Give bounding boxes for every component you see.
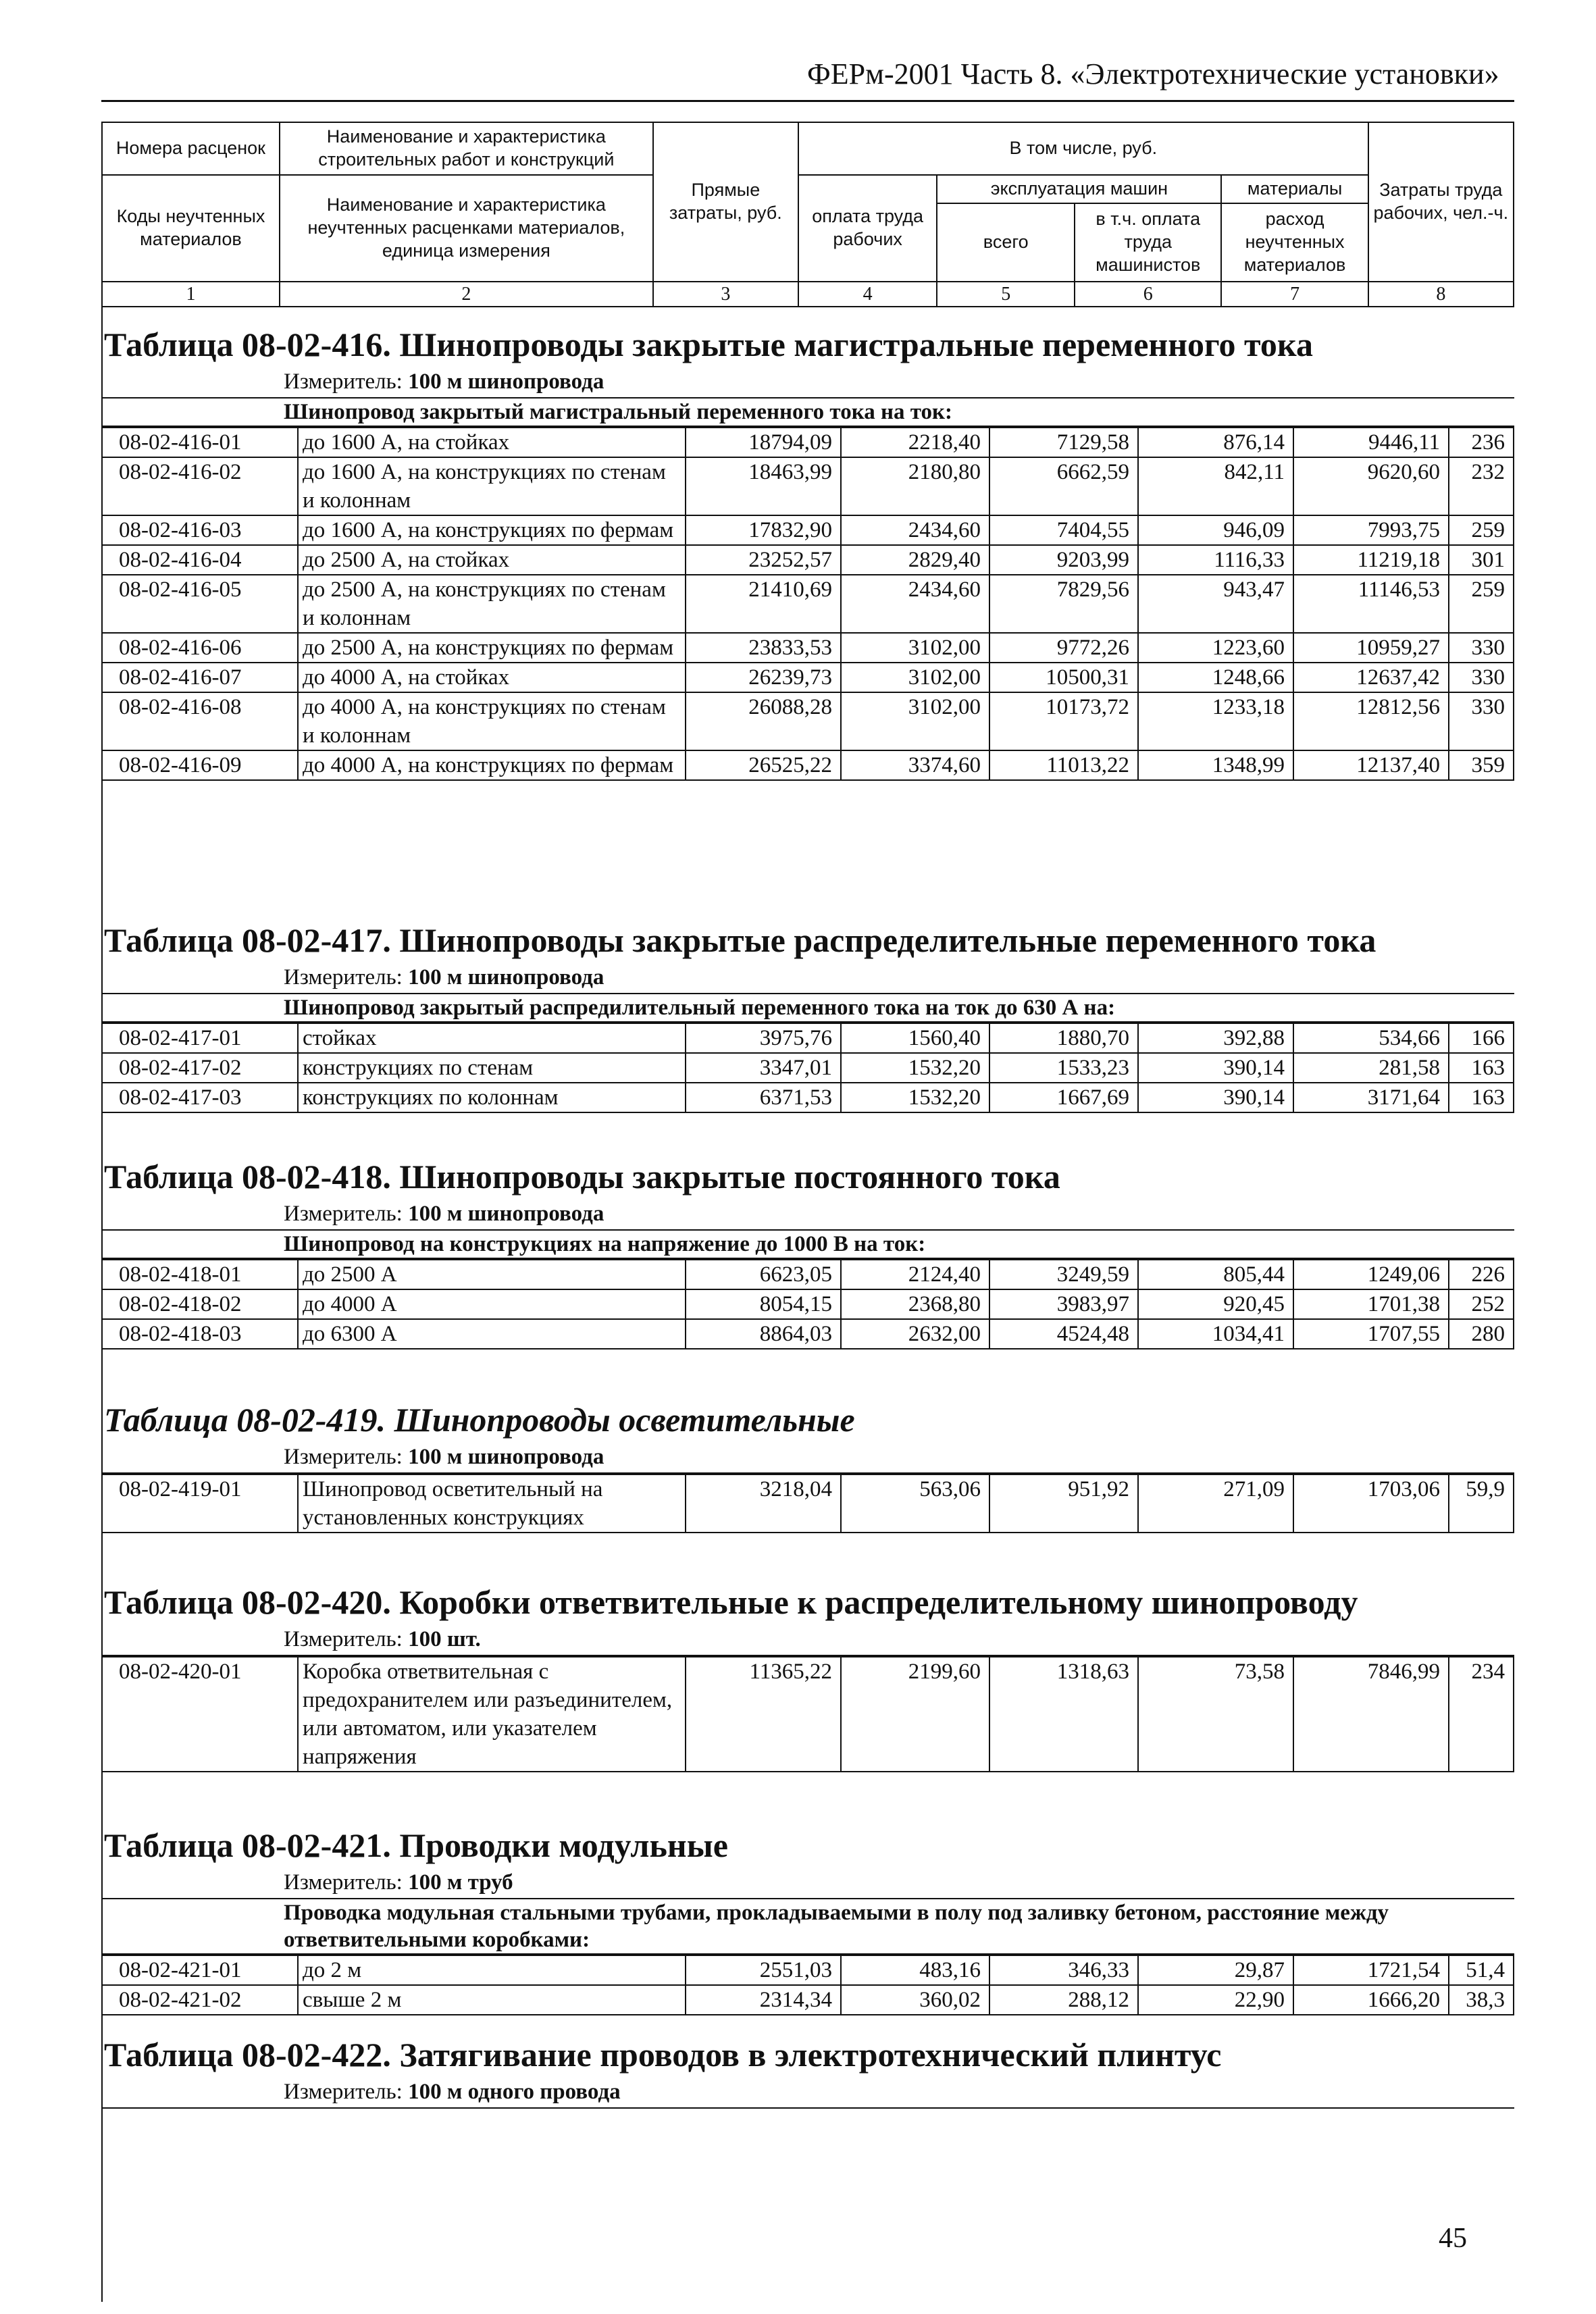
direct-costs-cell: 11365,22 — [686, 1657, 841, 1772]
machines-total-cell: 7829,56 — [989, 575, 1138, 633]
operators-pay-cell: 73,58 — [1138, 1657, 1293, 1772]
rate-code-cell: 08-02-416-04 — [102, 545, 298, 575]
hdr-col7: расход неучтенных материалов — [1221, 203, 1368, 282]
rate-code-cell: 08-02-421-01 — [102, 1955, 298, 1985]
unit-label: Измеритель: — [284, 1870, 403, 1895]
work-name-cell: конструкциях по колоннам — [298, 1083, 686, 1112]
labor-hours-cell: 232 — [1449, 457, 1514, 515]
operators-pay-cell: 1116,33 — [1138, 545, 1293, 575]
table-row — [102, 663, 1514, 692]
table-title: Таблица 08-02-417. Шинопроводы закрытые распределительные переменного тока — [104, 921, 1376, 959]
labor-pay-cell: 483,16 — [841, 1955, 989, 1985]
machines-total-cell: 10500,31 — [989, 663, 1138, 692]
labor-pay-cell: 3374,60 — [841, 750, 989, 780]
labor-hours-cell: 59,9 — [1449, 1474, 1514, 1533]
table-row — [102, 750, 1514, 780]
hdr-num-5: 5 — [937, 282, 1075, 307]
work-name-cell: до 2500 А, на стойках — [298, 545, 686, 575]
operators-pay-cell: 390,14 — [1138, 1053, 1293, 1083]
machines-total-cell: 951,92 — [989, 1474, 1138, 1533]
direct-costs-cell: 2551,03 — [686, 1955, 841, 1985]
machines-total-cell: 1667,69 — [989, 1083, 1138, 1112]
hdr-num-1: 1 — [102, 282, 280, 307]
rate-code-cell: 08-02-416-03 — [102, 515, 298, 545]
unit-value: 100 м шинопровода — [408, 369, 604, 394]
direct-costs-cell: 3975,76 — [686, 1023, 841, 1053]
machines-total-cell: 1533,23 — [989, 1053, 1138, 1083]
machines-total-cell: 4524,48 — [989, 1319, 1138, 1349]
rate-code-cell: 08-02-417-03 — [102, 1083, 298, 1112]
rates-table — [101, 1955, 1514, 2015]
operators-pay-cell: 1233,18 — [1138, 692, 1293, 750]
unit-value: 100 м труб — [408, 1870, 513, 1895]
hdr-col4: оплата труда рабочих — [798, 175, 937, 282]
table-section — [101, 1155, 1514, 1349]
materials-cost-cell: 11219,18 — [1293, 545, 1449, 575]
machines-total-cell: 3249,59 — [989, 1260, 1138, 1289]
labor-hours-cell: 359 — [1449, 750, 1514, 780]
hdr-num-8: 8 — [1368, 282, 1514, 307]
operators-pay-cell: 392,88 — [1138, 1023, 1293, 1053]
table-row — [102, 1319, 1514, 1349]
labor-pay-cell: 1560,40 — [841, 1023, 989, 1053]
labor-pay-cell: 2434,60 — [841, 515, 989, 545]
unit-value: 100 м шинопровода — [408, 1445, 604, 1469]
direct-costs-cell: 8054,15 — [686, 1289, 841, 1319]
rate-code-cell: 08-02-416-05 — [102, 575, 298, 633]
labor-hours-cell: 330 — [1449, 663, 1514, 692]
labor-hours-cell: 38,3 — [1449, 1985, 1514, 2015]
materials-cost-cell: 1721,54 — [1293, 1955, 1449, 1985]
machines-total-cell: 7404,55 — [989, 515, 1138, 545]
machines-total-cell: 6662,59 — [989, 457, 1138, 515]
work-name-cell: до 1600 А, на конструкциях по стенам и колоннам — [298, 457, 686, 515]
operators-pay-cell: 805,44 — [1138, 1260, 1293, 1289]
table-title: Таблица 08-02-416. Шинопроводы закрытые магистральные переменного тока — [104, 326, 1313, 363]
work-name-cell: до 2500 А — [298, 1260, 686, 1289]
rate-code-cell: 08-02-417-01 — [102, 1023, 298, 1053]
work-name-cell: до 4000 А, на конструкциях по фермам — [298, 750, 686, 780]
labor-hours-cell: 252 — [1449, 1289, 1514, 1319]
header-rule — [101, 100, 1514, 102]
materials-cost-cell: 7846,99 — [1293, 1657, 1449, 1772]
table-row — [102, 1053, 1514, 1083]
table-row — [102, 1260, 1514, 1289]
labor-hours-cell: 259 — [1449, 515, 1514, 545]
labor-hours-cell: 301 — [1449, 545, 1514, 575]
labor-pay-cell: 2199,60 — [841, 1657, 989, 1772]
unit-value: 100 м одного провода — [408, 2080, 621, 2104]
hdr-machines: эксплуатация машин — [937, 175, 1221, 203]
materials-cost-cell: 1249,06 — [1293, 1260, 1449, 1289]
materials-cost-cell: 1703,06 — [1293, 1474, 1449, 1533]
rate-code-cell: 08-02-418-02 — [102, 1289, 298, 1319]
table-row — [102, 1023, 1514, 1053]
rate-code-cell: 08-02-416-08 — [102, 692, 298, 750]
unit-line — [101, 366, 1514, 398]
materials-cost-cell: 9446,11 — [1293, 428, 1449, 457]
hdr-col8: Затраты труда рабочих, чел.-ч. — [1368, 122, 1514, 282]
table-row — [102, 1083, 1514, 1112]
labor-pay-cell: 2218,40 — [841, 428, 989, 457]
unit-label: Измеритель: — [284, 2080, 403, 2104]
direct-costs-cell: 6623,05 — [686, 1260, 841, 1289]
labor-hours-cell: 166 — [1449, 1023, 1514, 1053]
machines-total-cell: 1318,63 — [989, 1657, 1138, 1772]
operators-pay-cell: 876,14 — [1138, 428, 1293, 457]
work-name-cell: конструкциях по стенам — [298, 1053, 686, 1083]
hdr-group: В том числе, руб. — [798, 122, 1368, 175]
machines-total-cell: 9772,26 — [989, 633, 1138, 663]
operators-pay-cell: 271,09 — [1138, 1474, 1293, 1533]
machines-total-cell: 1880,70 — [989, 1023, 1138, 1053]
direct-costs-cell: 17832,90 — [686, 515, 841, 545]
unit-line — [101, 1624, 1514, 1656]
hdr-num-2: 2 — [280, 282, 653, 307]
table-row — [102, 1955, 1514, 1985]
machines-total-cell: 10173,72 — [989, 692, 1138, 750]
table-section — [101, 1398, 1514, 1533]
direct-costs-cell: 3218,04 — [686, 1474, 841, 1533]
labor-hours-cell: 280 — [1449, 1319, 1514, 1349]
labor-hours-cell: 234 — [1449, 1657, 1514, 1772]
labor-pay-cell: 3102,00 — [841, 633, 989, 663]
work-name-cell: до 4000 А — [298, 1289, 686, 1319]
labor-pay-cell: 2829,40 — [841, 545, 989, 575]
hdr-num-4: 4 — [798, 282, 937, 307]
operators-pay-cell: 1034,41 — [1138, 1319, 1293, 1349]
unit-label: Измеритель: — [284, 1202, 403, 1226]
labor-hours-cell: 330 — [1449, 633, 1514, 663]
machines-total-cell: 3983,97 — [989, 1289, 1138, 1319]
hdr-col3: Прямые затраты, руб. — [653, 122, 798, 282]
operators-pay-cell: 943,47 — [1138, 575, 1293, 633]
labor-hours-cell: 163 — [1449, 1053, 1514, 1083]
labor-pay-cell: 1532,20 — [841, 1083, 989, 1112]
labor-pay-cell: 2434,60 — [841, 575, 989, 633]
labor-hours-cell: 226 — [1449, 1260, 1514, 1289]
hdr-col6: в т.ч. оплата труда машинистов — [1075, 203, 1221, 282]
labor-pay-cell: 1532,20 — [841, 1053, 989, 1083]
labor-hours-cell: 330 — [1449, 692, 1514, 750]
rates-table — [101, 1474, 1514, 1533]
labor-hours-cell: 259 — [1449, 575, 1514, 633]
materials-cost-cell: 12637,42 — [1293, 663, 1449, 692]
operators-pay-cell: 946,09 — [1138, 515, 1293, 545]
direct-costs-cell: 3347,01 — [686, 1053, 841, 1083]
hdr-num-6: 6 — [1075, 282, 1221, 307]
table-section — [101, 2033, 1514, 2109]
rate-code-cell: 08-02-416-09 — [102, 750, 298, 780]
machines-total-cell: 9203,99 — [989, 545, 1138, 575]
operators-pay-cell: 22,90 — [1138, 1985, 1293, 2015]
labor-pay-cell: 3102,00 — [841, 692, 989, 750]
rates-table — [101, 427, 1514, 781]
materials-cost-cell: 1701,38 — [1293, 1289, 1449, 1319]
operators-pay-cell: 390,14 — [1138, 1083, 1293, 1112]
machines-total-cell: 288,12 — [989, 1985, 1138, 2015]
unit-label: Измеритель: — [284, 369, 403, 394]
materials-cost-cell: 281,58 — [1293, 1053, 1449, 1083]
labor-pay-cell: 2368,80 — [841, 1289, 989, 1319]
direct-costs-cell: 6371,53 — [686, 1083, 841, 1112]
rates-table — [101, 1023, 1514, 1113]
work-name-cell: стойках — [298, 1023, 686, 1053]
work-name-cell: Шинопровод осветительный на установленных конструкциях — [298, 1474, 686, 1533]
materials-cost-cell: 1666,20 — [1293, 1985, 1449, 2015]
rate-code-cell: 08-02-416-01 — [102, 428, 298, 457]
table-section — [101, 1580, 1514, 1772]
table-row — [102, 515, 1514, 545]
materials-cost-cell: 9620,60 — [1293, 457, 1449, 515]
unit-label: Измеритель: — [284, 1445, 403, 1469]
materials-cost-cell: 7993,75 — [1293, 515, 1449, 545]
hdr-num-7: 7 — [1221, 282, 1368, 307]
table-section — [101, 1824, 1514, 2015]
machines-total-cell: 11013,22 — [989, 750, 1138, 780]
rates-table — [101, 1656, 1514, 1772]
hdr-materials: материалы — [1221, 175, 1368, 203]
work-name-cell: до 2500 А, на конструкциях по стенам и колоннам — [298, 575, 686, 633]
group-subheader: Шинопровод на конструкциях на напряжение до 1000 В на ток: — [101, 1231, 1514, 1259]
labor-hours-cell: 51,4 — [1449, 1955, 1514, 1985]
table-row — [102, 1289, 1514, 1319]
table-title: Таблица 08-02-420. Коробки ответвительные к распределительному шинопроводу — [104, 1583, 1358, 1621]
rate-code-cell: 08-02-420-01 — [102, 1657, 298, 1772]
labor-hours-cell: 236 — [1449, 428, 1514, 457]
work-name-cell: до 4000 А, на конструкциях по стенам и колоннам — [298, 692, 686, 750]
unit-value: 100 м шинопровода — [408, 1202, 604, 1226]
table-row — [102, 1474, 1514, 1533]
direct-costs-cell: 23252,57 — [686, 545, 841, 575]
group-subheader: Шинопровод закрытый распредилительный переменного тока на ток до 630 А на: — [101, 994, 1514, 1023]
table-title: Таблица 08-02-419. Шинопроводы осветительные — [104, 1401, 855, 1439]
direct-costs-cell: 8864,03 — [686, 1319, 841, 1349]
labor-pay-cell: 360,02 — [841, 1985, 989, 2015]
labor-pay-cell: 3102,00 — [841, 663, 989, 692]
page-number: 45 — [1439, 2223, 1467, 2254]
unit-line — [101, 2076, 1514, 2109]
rate-code-cell: 08-02-418-01 — [102, 1260, 298, 1289]
unit-line — [101, 1441, 1514, 1474]
labor-pay-cell: 563,06 — [841, 1474, 989, 1533]
work-name-cell: до 1600 А, на конструкциях по фермам — [298, 515, 686, 545]
column-header-table — [101, 122, 1514, 307]
table-row — [102, 457, 1514, 515]
table-row — [102, 1657, 1514, 1772]
materials-cost-cell: 3171,64 — [1293, 1083, 1449, 1112]
direct-costs-cell: 26525,22 — [686, 750, 841, 780]
unit-value: 100 м шинопровода — [408, 965, 604, 989]
table-row — [102, 575, 1514, 633]
materials-cost-cell: 12137,40 — [1293, 750, 1449, 780]
labor-hours-cell: 163 — [1449, 1083, 1514, 1112]
table-row — [102, 692, 1514, 750]
rate-code-cell: 08-02-419-01 — [102, 1474, 298, 1533]
table-title: Таблица 08-02-422. Затягивание проводов в электротехнический плинтус — [104, 2036, 1222, 2074]
table-title: Таблица 08-02-421. Проводки модульные — [104, 1826, 728, 1864]
rate-code-cell: 08-02-418-03 — [102, 1319, 298, 1349]
group-subheader: Шинопровод закрытый магистральный переменного тока на ток: — [101, 398, 1514, 427]
work-name-cell: Коробка ответвительная с предохранителем или разъединителем, или автоматом, или указателем напряжения — [298, 1657, 686, 1772]
work-name-cell: до 6300 А — [298, 1319, 686, 1349]
labor-pay-cell: 2180,80 — [841, 457, 989, 515]
direct-costs-cell: 26088,28 — [686, 692, 841, 750]
machines-total-cell: 346,33 — [989, 1955, 1138, 1985]
rate-code-cell: 08-02-417-02 — [102, 1053, 298, 1083]
rate-code-cell: 08-02-416-06 — [102, 633, 298, 663]
unit-line — [101, 1867, 1514, 1899]
group-subheader: Проводка модульная стальными трубами, прокладываемыми в полу под заливку бетоном, расстояние между ответвительными коробками: — [101, 1899, 1514, 1955]
labor-pay-cell: 2632,00 — [841, 1319, 989, 1349]
operators-pay-cell: 1223,60 — [1138, 633, 1293, 663]
table-row — [102, 545, 1514, 575]
hdr-num-3: 3 — [653, 282, 798, 307]
rate-code-cell: 08-02-416-07 — [102, 663, 298, 692]
table-title: Таблица 08-02-418. Шинопроводы закрытые постоянного тока — [104, 1158, 1060, 1195]
direct-costs-cell: 21410,69 — [686, 575, 841, 633]
materials-cost-cell: 1707,55 — [1293, 1319, 1449, 1349]
table-section — [101, 323, 1514, 781]
work-name-cell: до 2 м — [298, 1955, 686, 1985]
materials-cost-cell: 10959,27 — [1293, 633, 1449, 663]
work-name-cell: до 2500 А, на конструкциях по фермам — [298, 633, 686, 663]
unit-label: Измеритель: — [284, 1627, 403, 1651]
operators-pay-cell: 1348,99 — [1138, 750, 1293, 780]
unit-label: Измеритель: — [284, 965, 403, 989]
rate-code-cell: 08-02-421-02 — [102, 1985, 298, 2015]
operators-pay-cell: 920,45 — [1138, 1289, 1293, 1319]
unit-line — [101, 1198, 1514, 1231]
work-name-cell: до 4000 А, на стойках — [298, 663, 686, 692]
direct-costs-cell: 18463,99 — [686, 457, 841, 515]
rate-code-cell: 08-02-416-02 — [102, 457, 298, 515]
operators-pay-cell: 29,87 — [1138, 1955, 1293, 1985]
machines-total-cell: 7129,58 — [989, 428, 1138, 457]
rates-table — [101, 1259, 1514, 1349]
hdr-col2-top: Наименование и характеристика строительных работ и конструкций — [280, 122, 653, 175]
operators-pay-cell: 842,11 — [1138, 457, 1293, 515]
table-row — [102, 1985, 1514, 2015]
materials-cost-cell: 11146,53 — [1293, 575, 1449, 633]
labor-pay-cell: 2124,40 — [841, 1260, 989, 1289]
table-row — [102, 633, 1514, 663]
table-row — [102, 428, 1514, 457]
table-section — [101, 919, 1514, 1113]
running-header: ФЕРм-2001 Часть 8. «Электротехнические установки» — [807, 57, 1499, 91]
hdr-col1-top: Номера расценок — [102, 122, 280, 175]
hdr-col5: всего — [937, 203, 1075, 282]
unit-value: 100 шт. — [408, 1627, 481, 1651]
materials-cost-cell: 12812,56 — [1293, 692, 1449, 750]
direct-costs-cell: 23833,53 — [686, 633, 841, 663]
work-name-cell: до 1600 А, на стойках — [298, 428, 686, 457]
work-name-cell: свыше 2 м — [298, 1985, 686, 2015]
hdr-col1-bottom: Коды неучтенных материалов — [102, 175, 280, 282]
direct-costs-cell: 18794,09 — [686, 428, 841, 457]
direct-costs-cell: 2314,34 — [686, 1985, 841, 2015]
operators-pay-cell: 1248,66 — [1138, 663, 1293, 692]
hdr-col2-bottom: Наименование и характеристика неучтенных расценками материалов, единица измерения — [280, 175, 653, 282]
direct-costs-cell: 26239,73 — [686, 663, 841, 692]
unit-line — [101, 962, 1514, 994]
materials-cost-cell: 534,66 — [1293, 1023, 1449, 1053]
